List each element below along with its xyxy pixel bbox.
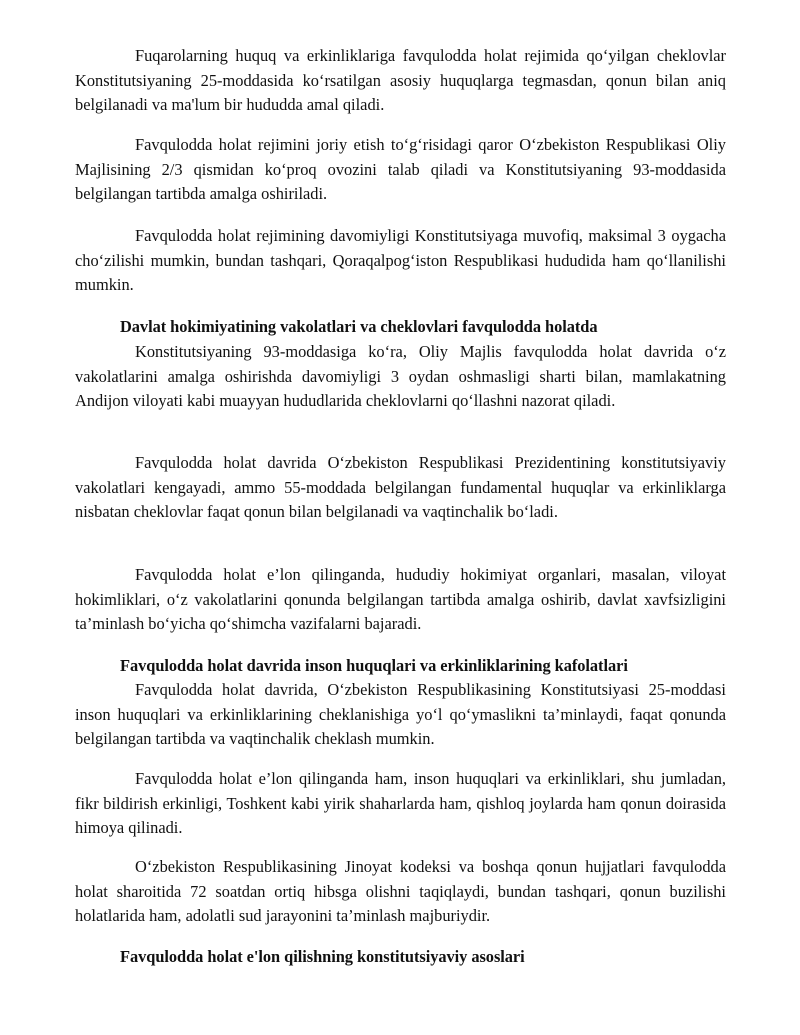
paragraph-criminal-code: O‘zbekiston Respublikasining Jinoyat kodeksi va boshqa qonun hujjatlari favqulodda holat sharoitida 72 soatdan ortiq hibsga olishni taqiqlaydi, bundan tashqari, qonun buzilishi holatlarida ham, adolatli sud jarayonini ta’minlash majburiydir. [75, 857, 726, 926]
paragraph-restrictions-limits: Fuqarolarning huquq va erkinliklariga favqulodda holat rejimida qo‘yilgan cheklovlar Konstitutsiyaning 25-moddasida ko‘rsatilgan asosiy huquqlarga tegmasdan, qonun bilan aniq belgilanadi va ma'lum bir hududda amal qiladi. [75, 46, 726, 115]
section-heading-state-powers: Davlat hokimiyatining vakolatlari va cheklovlari favqulodda holatda [120, 317, 598, 336]
paragraph-article-25-guarantee: Favqulodda holat davrida, O‘zbekiston Respublikasining Konstitutsiyasi 25-moddasi inson huquqlari va erkinliklarining cheklanishiga yo‘l qo‘ymaslikni ta’minlaydi, faqat qonunda belgilangan tartibda va vaqtinchalik cheklash mumkin. [75, 680, 726, 749]
paragraph-regional-authorities: Favqulodda holat e’lon qilinganda, hududiy hokimiyat organlari, masalan, viloyat hokimliklari, o‘z vakolatlarini qonunda belgilangan tartibda amalga oshirib, davlat xavfsizligini ta’minlash bo‘yicha qo‘shimcha vazifalarni bajaradi. [75, 565, 726, 634]
paragraph-oliy-majlis-control: Konstitutsiyaning 93-moddasiga ko‘ra, Oliy Majlis favqulodda holat davrida o‘z vakolatlarini amalga oshirishda davomiyligi 3 oydan oshmasligi sharti bilan, mamlakatning Andijon viloyati kabi muayyan hududlarida cheklovlarni qo‘llashni nazorat qiladi. [75, 342, 726, 411]
section-heading-human-rights: Favqulodda holat davrida inson huquqlari va erkinliklarining kafolatlari [120, 656, 628, 675]
paragraph-freedom-of-expression: Favqulodda holat e’lon qilinganda ham, inson huquqlari va erkinliklari, shu jumladan, fikr bildirish erkinligi, Toshkent kabi yirik shaharlarda ham, qishloq joylarda ham qonun doirasida himoya qilinadi. [75, 769, 726, 838]
paragraph-president-powers: Favqulodda holat davrida O‘zbekiston Respublikasi Prezidentining konstitutsiyaviy vakolatlari kengayadi, ammo 55-moddada belgilangan fundamental huquqlar va erkinliklarga nisbatan cheklovlar faqat qonun bilan belgilanadi va vaqtinchalik bo‘ladi. [75, 453, 726, 522]
paragraph-duration: Favqulodda holat rejimining davomiyligi Konstitutsiyaga muvofiq, maksimal 3 oygacha cho‘zilishi mumkin, bundan tashqari, Qoraqalpog‘iston Respublikasi hududida ham qo‘llanilishi mumkin. [75, 226, 726, 295]
paragraph-decision-vote: Favqulodda holat rejimini joriy etish to‘g‘risidagi qaror O‘zbekiston Respublikasi Oliy Majlisining 2/3 qismidan ko‘proq ovozini talab qiladi va Konstitutsiyaning 93-moddasida belgilangan tartibda amalga oshiriladi. [75, 135, 726, 204]
section-heading-constitutional-basis: Favqulodda holat e'lon qilishning konstitutsiyaviy asoslari [120, 947, 525, 966]
